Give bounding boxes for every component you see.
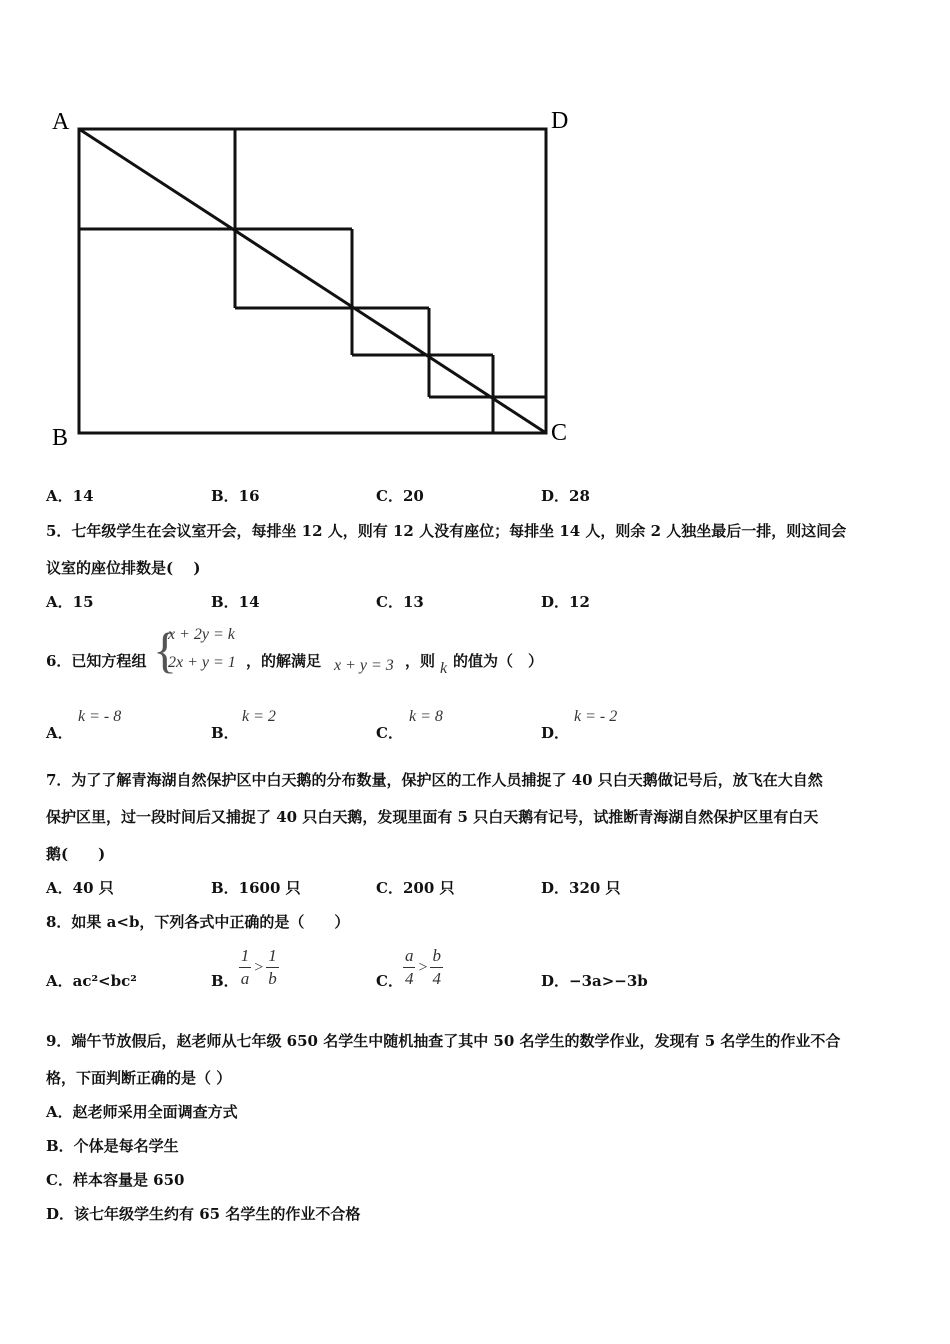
q6-option-d-value[interactable]: k = - 2 [574,708,618,725]
q8-option-c-letter: C． [376,972,403,990]
q6-variable-k: k [440,660,448,677]
q9-option-a[interactable]: A．赵老师采用全面调查方式 [46,1103,238,1121]
q8-option-d[interactable]: D．−3a>−3b [541,972,648,990]
q5-option-a[interactable]: A．15 [46,593,94,611]
q6-option-c-letter[interactable]: C． [376,724,403,742]
q5-stem-line2: 议室的座位排数是( ) [46,559,201,577]
q8-option-c[interactable]: C． $\frac{a}{4}$ > $\frac{b}{4}$ [376,946,441,990]
fraction: $\frac{1}{a}$ [240,946,250,988]
q4-option-b[interactable]: B．16 [211,487,260,505]
q7-option-b[interactable]: B．1600 只 [211,879,301,897]
q8-option-a[interactable]: A．ac²<bc² [46,972,137,990]
q6-option-a-letter[interactable]: A． [46,724,73,742]
q7-option-a[interactable]: A．40 只 [46,879,114,897]
fraction: $\frac{a}{4}$ [404,946,414,988]
q9-option-b[interactable]: B．个体是每名学生 [46,1137,179,1155]
label-a: A [52,109,70,135]
q6-suffix: 的值为（ ） [453,652,544,670]
q9-stem-line2: 格，下面判断正确的是（ ） [46,1069,232,1087]
q7-stem-line3: 鹅( ) [46,845,106,863]
q7-option-d[interactable]: D．320 只 [541,879,621,897]
geometry-figure [0,0,950,460]
q9-option-d[interactable]: D．该七年级学生约有 65 名学生的作业不合格 [46,1205,361,1223]
q4-option-c[interactable]: C．20 [376,487,424,505]
q6-option-d-letter[interactable]: D． [541,724,570,742]
q8-option-b-letter: B． [211,972,239,990]
q6-condition: x + y = 3 [334,657,394,674]
q5-option-c[interactable]: C．13 [376,593,424,611]
q6-option-b-letter[interactable]: B． [211,724,239,742]
q7-stem-line2: 保护区里，过一段时间后又捕捉了 40 只白天鹅，发现里面有 5 只白天鹅有记号，试推断青海湖自然保护区里有白天 [46,808,819,826]
q4-option-a[interactable]: A．14 [46,487,94,505]
q7-option-c[interactable]: C．200 只 [376,879,455,897]
label-b: B [52,425,69,451]
q9-option-c[interactable]: C．样本容量是 650 [46,1171,185,1189]
q9-stem-line1: 9．端午节放假后，赵老师从七年级 650 名学生中随机抽查了其中 50 名学生的数学作业，发现有 5 名学生的作业不合 [46,1032,841,1050]
q5-stem-line1: 5．七年级学生在会议室开会，每排坐 12 人，则有 12 人没有座位；每排坐 14 人，则余 2 人独坐最后一排，则这间会 [46,522,847,540]
q6-equation-2: 2x + y = 1 [168,654,236,671]
label-c: C [551,420,568,446]
diagonal-ac [79,129,546,433]
q6-option-c-value[interactable]: k = 8 [409,708,443,725]
q6-prefix: 6．已知方程组 [46,652,147,670]
q6-middle: ，的解满足 [246,652,322,670]
label-d: D [551,108,569,134]
q6-option-a-value[interactable]: k = - 8 [78,708,122,725]
fraction: $\frac{1}{b}$ [268,946,277,988]
system-brace: { [153,622,177,678]
q8-option-b[interactable]: B． $\frac{1}{a}$ > $\frac{1}{b}$ [211,946,277,990]
q5-option-b[interactable]: B．14 [211,593,260,611]
fraction: $\frac{b}{4}$ [432,946,441,988]
q4-option-d[interactable]: D．28 [541,487,590,505]
q6-after: ，则 [405,652,436,670]
q6-option-b-value[interactable]: k = 2 [242,708,276,725]
q8-stem: 8．如果 a<b，下列各式中正确的是（ ） [46,913,350,931]
q5-option-d[interactable]: D．12 [541,593,590,611]
q7-stem-line1: 7．为了了解青海湖自然保护区中白天鹅的分布数量，保护区的工作人员捕捉了 40 只白天鹅做记号后，放飞在大自然 [46,771,823,789]
q6-equation-1: x + 2y = k [168,626,235,643]
